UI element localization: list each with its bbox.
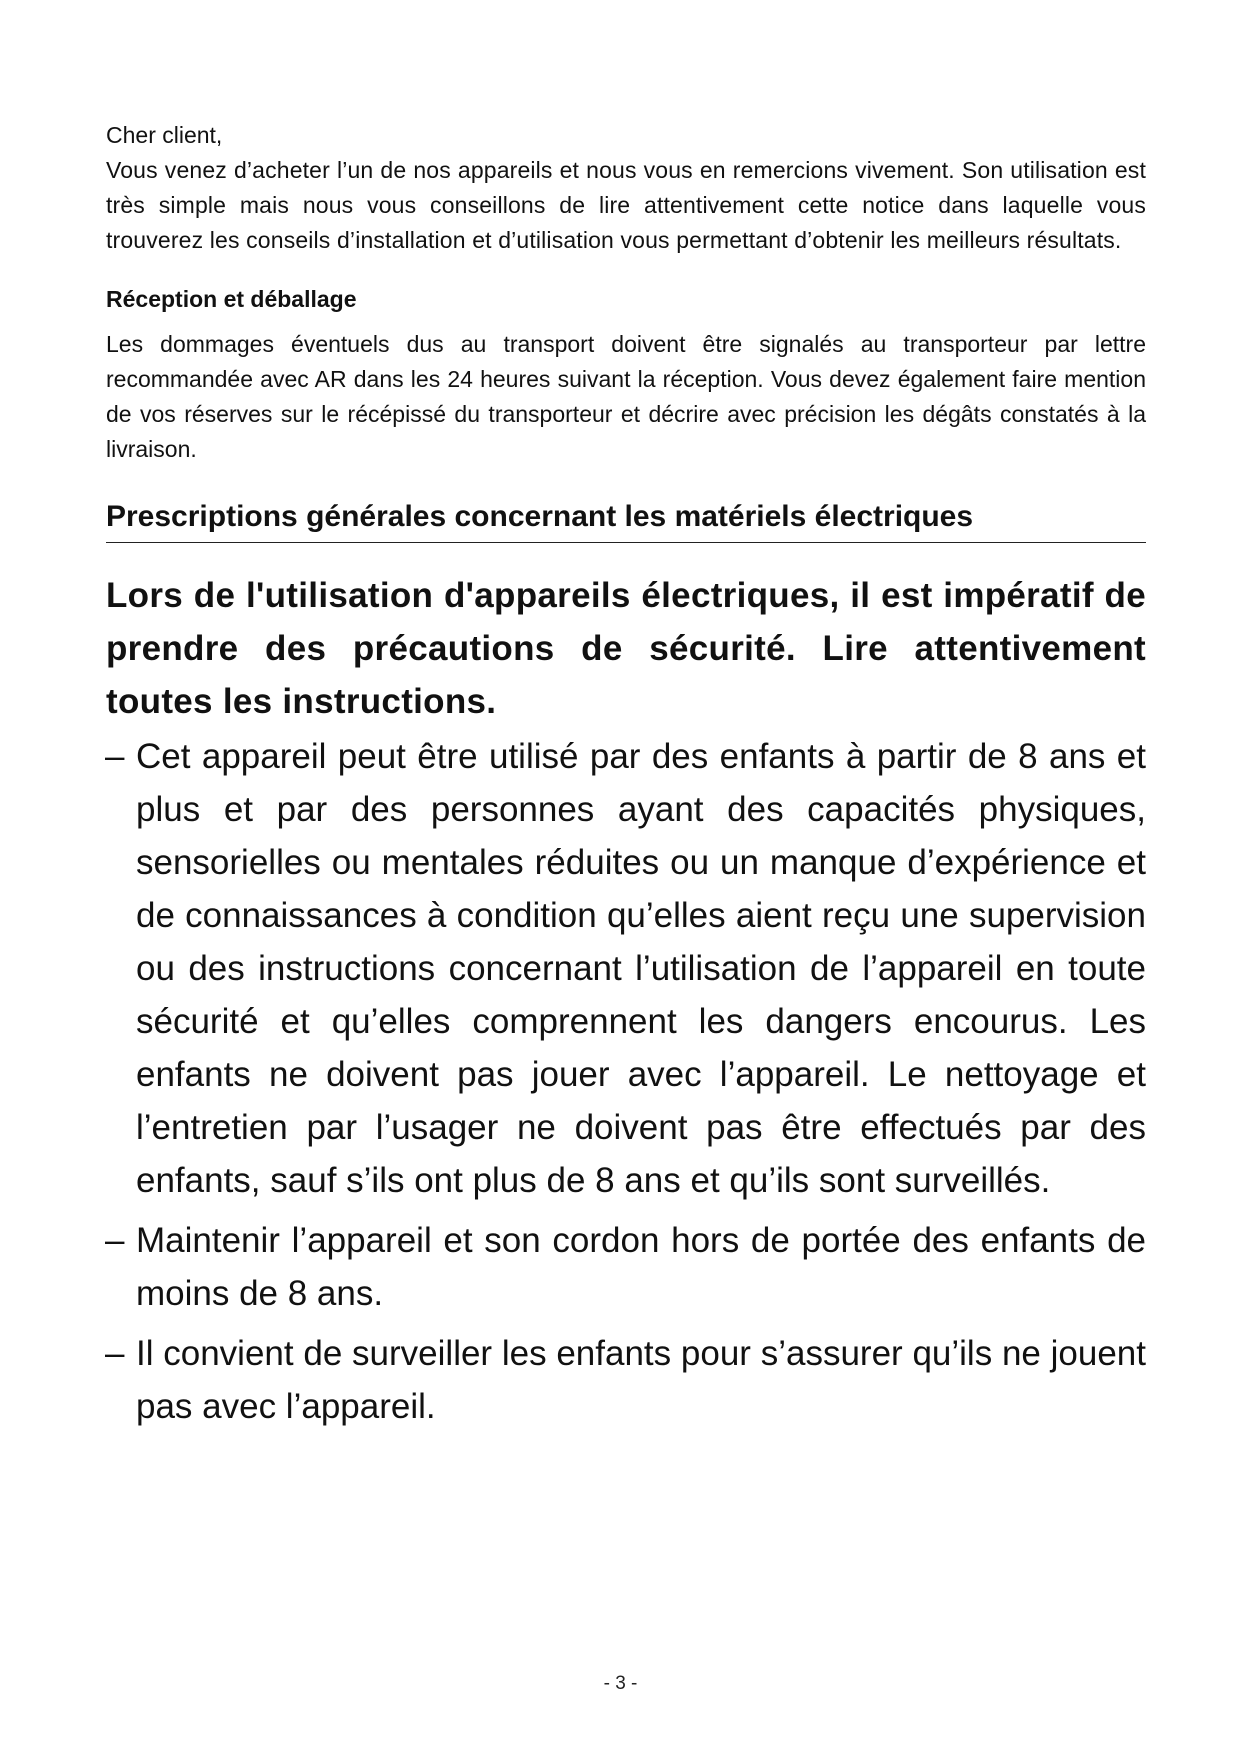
list-item: [106, 1214, 1146, 1320]
dash-bullet: –: [105, 737, 125, 776]
safety-rules-list: [106, 730, 1146, 1433]
dash-bullet: –: [105, 1334, 125, 1373]
page-number: - 3 -: [603, 1673, 638, 1694]
safety-warning: Lors de l'utilisation d'appareils électriques, il est impératif de prendre des précautions de sécurité. Lire attentivement toutes les instructions.: [106, 576, 1146, 721]
list-item: [106, 1327, 1146, 1433]
intro-paragraph: Vous venez d’acheter l’un de nos appareils et nous vous en remercions vivement. Son utilisation est très simple mais nous vous conseillons de lire attentivement cette notice dans laquelle vous trouverez les conseils d’installation et d’utilisation vous permettant d’obtenir les meilleurs résultats.: [106, 157, 1146, 253]
document-page: [106, 118, 1146, 1440]
reception-heading: Réception et déballage: [106, 286, 357, 312]
greeting: Cher client,: [106, 122, 223, 148]
list-item: [106, 730, 1146, 1207]
list-item-text: Maintenir l’appareil et son cordon hors de portée des enfants de moins de 8 ans.: [136, 1221, 1146, 1313]
prescriptions-heading: Prescriptions générales concernant les matériels électriques: [106, 497, 1146, 543]
list-item-text: Il convient de surveiller les enfants pour s’assurer qu’ils ne jouent pas avec l’appareil.: [136, 1334, 1146, 1426]
dash-bullet: –: [105, 1221, 125, 1260]
reception-paragraph: Les dommages éventuels dus au transport doivent être signalés au transporteur par lettre recommandée avec AR dans les 24 heures suivant la réception. Vous devez également faire mention de vos réserves sur le récépissé du transporteur et décrire avec précision les dégâts constatés à la livraison.: [106, 331, 1146, 462]
list-item-text: Cet appareil peut être utilisé par des enfants à partir de 8 ans et plus et par des personnes ayant des capacités physiques, sensorielles ou mentales réduites ou un manque d’expérience et de connaissances à condition qu’elles aient reçu une supervision ou des instructions concernant l’utilisation de l’appareil en toute sécurité et qu’elles comprennent les dangers encourus. Les enfants ne doivent pas jouer avec l’appareil. Le nettoyage et l’entretien par l’usager ne doivent pas être effectués par des enfants, sauf s’ils ont plus de 8 ans et qu’ils sont surveillés.: [136, 737, 1146, 1200]
